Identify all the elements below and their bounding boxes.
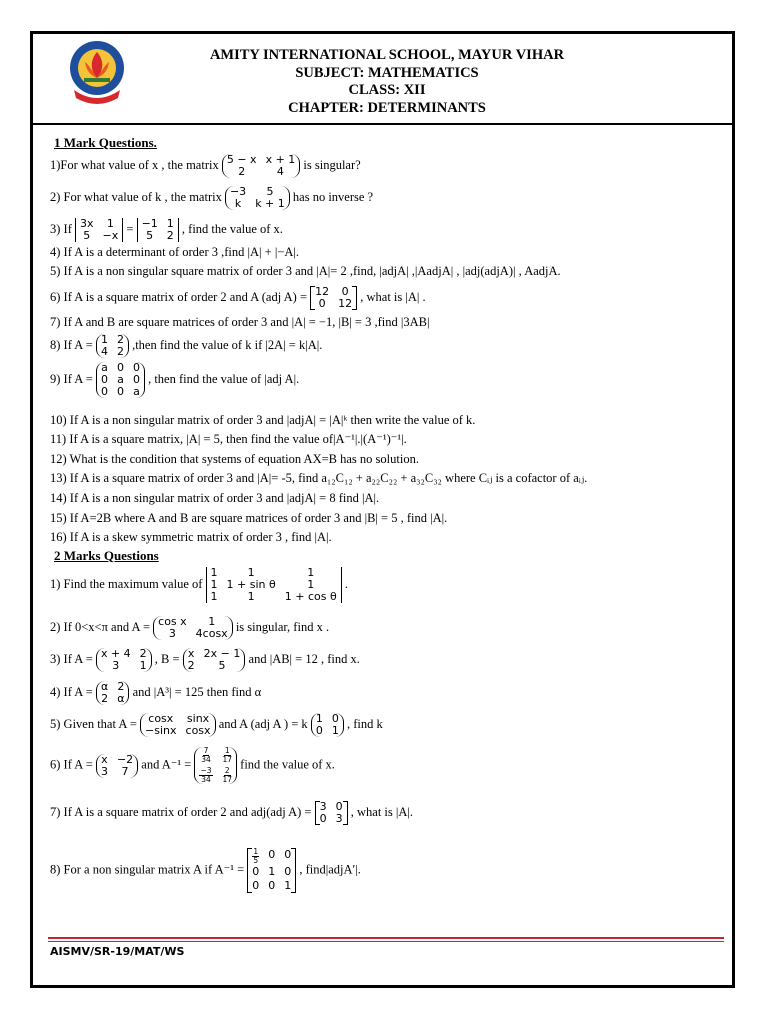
chapter: CHAPTER: DETERMINANTS <box>288 100 486 116</box>
question-1m-8: 8) If A = 1 2 4 2 ,then find the value of k if |2A| = k|A|. <box>50 333 323 358</box>
footer-rule <box>48 937 724 939</box>
fraction-cell: $\frac{7}{34}$ <box>201 746 211 764</box>
footer-rule-thin <box>48 941 724 942</box>
question-1m-9: 9) If A = a 0 0 0 a 0 0 0 a , then find the value of |adj A|. <box>50 361 300 398</box>
question-1m-6: 6) If A is a square matrix of order 2 and A (adj A) = 12 0 0 12 , what is |A| . <box>50 285 426 310</box>
question-1m-13: 13) If A is a square matrix of order 3 and |A|= -5, find a₁₂C₁₂ + a₂₂C₂₂ + a₃₂C₃₂ where Cᵢⱼ is a cofactor of aᵢⱼ. <box>50 471 588 485</box>
fraction-cell: $\frac{1}{17}$ <box>222 746 233 764</box>
section-heading-2-marks: 2 Marks Questions <box>54 548 159 563</box>
school-logo <box>68 38 126 108</box>
question-2m-3: 3) If A = x + 4 2 3 1 , B = x 2x − 1 2 5 and |AB| = 12 , find x. <box>50 647 360 672</box>
question-1m-10: 10) If A is a non singular matrix of order 3 and |adjA| = |A|ᵏ then write the value of k. <box>50 413 476 427</box>
question-2m-7: 7) If A is a square matrix of order 2 and adj(adj A) = 3 0 0 3 , what is |A|. <box>50 800 414 825</box>
question-2m-6: 6) If A = x −2 3 7 and A⁻¹ = $\frac{7}{34}$ $\frac{1}{17}$ $\frac{-3}{34}$ $\frac{2}{17}$ find the value of x. <box>50 746 335 784</box>
fraction-cell: $\frac{2}{17}$ <box>222 766 233 784</box>
question-1m-14: 14) If A is a non singular matrix of order 3 and |adjA| = 8 find |A|. <box>50 491 380 505</box>
subject: SUBJECT: MATHEMATICS <box>295 65 479 81</box>
section-heading-1-mark: 1 Mark Questions. <box>54 135 157 150</box>
question-1m-16: 16) If A is a skew symmetric matrix of order 3 , find |A|. <box>50 530 332 544</box>
question-1m-7: 7) If A and B are square matrices of order 3 and |A| = −1, |B| = 3 ,find |3AB| <box>50 315 430 329</box>
question-1m-3: 3) If 3x 1 5 −x = −1 1 5 2 , find the value of x. <box>50 217 283 242</box>
footer-code: AISMV/SR-19/MAT/WS <box>50 945 185 958</box>
question-1m-2: 2) For what value of k , the matrix −3 5 k k + 1 has no inverse ? <box>50 185 374 210</box>
question-2m-4: 4) If A = α 2 2 α and |A³| = 125 then find α <box>50 680 262 705</box>
question-1m-15: 15) If A=2B where A and B are square matrices of order 3 and |B| = 5 , find |A|. <box>50 511 448 525</box>
question-2m-8: 8) For a non singular matrix A if A⁻¹ = $\frac{1}{5}$ 0 0 0 1 0 0 0 1 , find|adjA′|. <box>50 847 361 892</box>
question-2m-1: 1) Find the maximum value of 1 1 1 1 1 + sin θ 1 1 1 1 + cos θ . <box>50 566 348 603</box>
question-1m-12: 12) What is the condition that systems of equation AX=B has no solution. <box>50 452 419 466</box>
question-1m-11: 11) If A is a square matrix, |A| = 5, then find the value of|A⁻¹|.|(A⁻¹)⁻¹|. <box>50 432 407 446</box>
fraction-cell: $\frac{1}{5}$ <box>253 847 259 865</box>
header-divider <box>33 123 732 125</box>
fraction-cell: $\frac{-3}{34}$ <box>200 766 212 784</box>
school-name: AMITY INTERNATIONAL SCHOOL, MAYUR VIHAR <box>209 47 565 63</box>
question-1m-4: 4) If A is a determinant of order 3 ,find |A| + |−A|. <box>50 245 300 259</box>
question-1m-5: 5) If A is a non singular square matrix of order 3 and |A|= 2 ,find, |adjA| ,|AadjA| , |adj(adjA)| , AadjA. <box>50 264 561 278</box>
question-1m-1: 1)For what value of x , the matrix 5 − x x + 1 2 4 is singular? <box>50 153 361 178</box>
question-2m-5: 5) Given that A = cosx sinx −sinx cosx and A (adj A ) = k 1 0 0 1 , find k <box>50 712 383 737</box>
class: CLASS: XII <box>348 82 426 98</box>
question-2m-2: 2) If 0<x<π and A = cos x 1 3 4cosx is singular, find x . <box>50 615 330 640</box>
